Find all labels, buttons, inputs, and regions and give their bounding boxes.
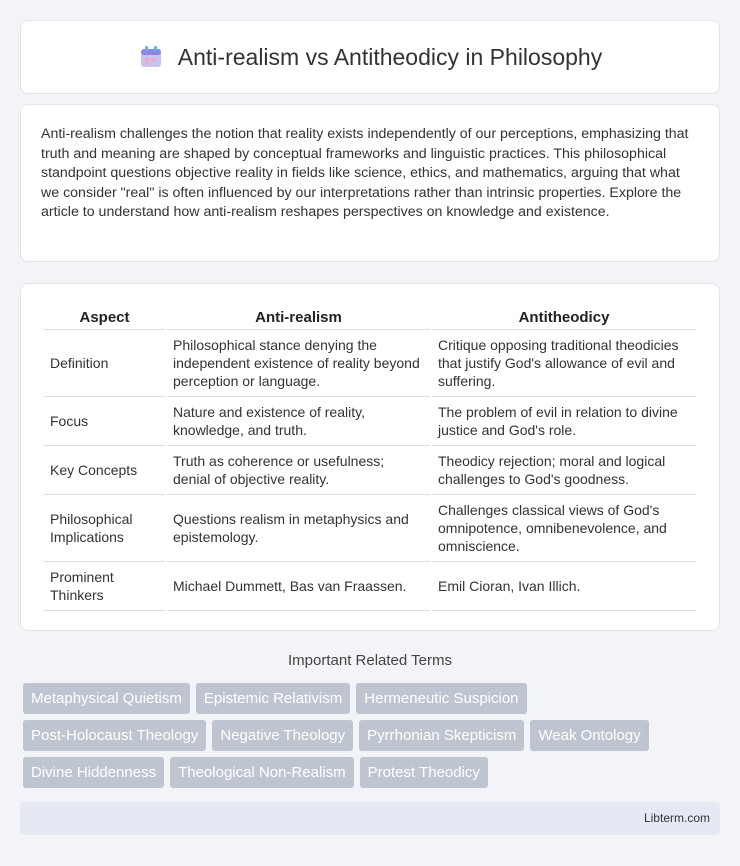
intro-card xyxy=(20,104,720,262)
footer-site-link[interactable]: Libterm.com xyxy=(643,811,710,825)
related-term-tag[interactable]: Theological Non-Realism xyxy=(170,757,354,788)
column-header: Anti-realism xyxy=(167,304,430,330)
table-cell: Philosophical stance denying the independent existence of reality beyond perception or language. xyxy=(167,330,430,397)
table-row xyxy=(44,446,696,495)
tag-row xyxy=(23,683,723,714)
table-row xyxy=(44,495,696,562)
table-row xyxy=(44,330,696,397)
related-terms-heading: Important Related Terms xyxy=(288,652,452,669)
tag-row xyxy=(23,720,723,751)
related-terms xyxy=(23,683,723,794)
comparison-table xyxy=(42,304,698,611)
related-term-tag[interactable]: Epistemic Relativism xyxy=(196,683,350,714)
table-cell: Challenges classical views of God's omnipotence, omnibenevolence, and omniscience. xyxy=(432,495,696,562)
related-term-tag[interactable]: Hermeneutic Suspicion xyxy=(356,683,526,714)
related-term-tag[interactable]: Pyrrhonian Skepticism xyxy=(359,720,524,751)
table-cell: Definition xyxy=(44,330,165,397)
table-row xyxy=(44,562,696,611)
tag-row xyxy=(23,757,723,788)
related-term-tag[interactable]: Protest Theodicy xyxy=(360,757,488,788)
related-term-tag[interactable]: Divine Hiddenness xyxy=(23,757,164,788)
comparison-card xyxy=(20,283,720,631)
related-term-tag[interactable]: Metaphysical Quietism xyxy=(23,683,190,714)
related-term-tag[interactable]: Negative Theology xyxy=(212,720,353,751)
table-cell: Critique opposing traditional theodicies that justify God's allowance of evil and suffering. xyxy=(432,330,696,397)
table-cell: Philosophical Implications xyxy=(44,495,165,562)
table-cell: Questions realism in metaphysics and epistemology. xyxy=(167,495,430,562)
column-header: Antitheodicy xyxy=(432,304,696,330)
footer xyxy=(20,802,720,835)
table-cell: Nature and existence of reality, knowledge, and truth. xyxy=(167,397,430,446)
table-cell: Prominent Thinkers xyxy=(44,562,165,611)
table-cell: Michael Dummett, Bas van Fraassen. xyxy=(167,562,430,611)
column-header: Aspect xyxy=(44,304,165,330)
table-cell: Key Concepts xyxy=(44,446,165,495)
table-cell: Focus xyxy=(44,397,165,446)
related-term-tag[interactable]: Post-Holocaust Theology xyxy=(23,720,206,751)
table-cell: Truth as coherence or usefulness; denial of objective reality. xyxy=(167,446,430,495)
calendar-icon xyxy=(138,44,164,70)
title-card xyxy=(20,20,720,94)
page-title: Anti-realism vs Antitheodicy in Philosophy xyxy=(177,43,603,70)
table-cell: The problem of evil in relation to divine justice and God's role. xyxy=(432,397,696,446)
related-term-tag[interactable]: Weak Ontology xyxy=(530,720,648,751)
table-cell: Theodicy rejection; moral and logical challenges to God's goodness. xyxy=(432,446,696,495)
table-header-row xyxy=(44,304,696,330)
table-row xyxy=(44,397,696,446)
intro-text: Anti-realism challenges the notion that reality exists independently of our perceptions, emphasizing that truth and meaning are shaped by conceptual frameworks and linguistic practices. This philosophical standpoint questions objective reality in fields like science, ethics, and mathematics, arguing that what we consider "real" is often influenced by our interpretations rather than intrinsic properties. Explore the article to understand how anti-realism reshapes perspectives on knowledge and existence. xyxy=(41,126,689,221)
table-cell: Emil Cioran, Ivan Illich. xyxy=(432,562,696,611)
